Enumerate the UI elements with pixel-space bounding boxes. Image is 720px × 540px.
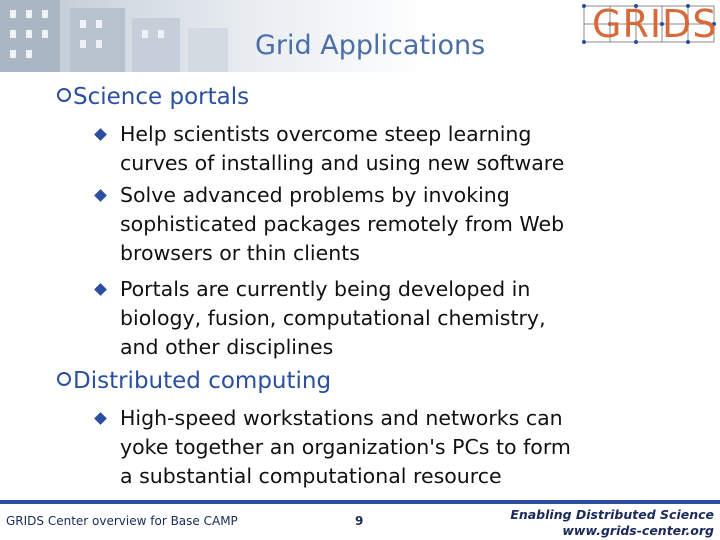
- bullet-item: [96, 404, 696, 491]
- bullet-text: Portals are currently being developed in biology, fusion, computational chemistry, and other disciplines: [120, 277, 546, 359]
- slide-title: Grid Applications: [255, 30, 486, 61]
- banner-window: [142, 30, 148, 38]
- logo-text: GRIDS: [592, 2, 718, 46]
- page-number: 9: [355, 514, 364, 528]
- banner-window: [26, 30, 32, 38]
- banner-window: [158, 30, 164, 38]
- footer-tagline-line1: Enabling Distributed Science: [510, 507, 714, 522]
- banner-window: [42, 10, 48, 18]
- section-heading-text: Science portals: [73, 84, 250, 110]
- bullet-text: Solve advanced problems by invoking sophisticated packages remotely from Web browsers or thin clients: [120, 183, 565, 265]
- bullet-item: [96, 275, 696, 362]
- banner-window: [96, 20, 102, 28]
- footer-url: www.grids-center.org: [562, 523, 714, 538]
- bullet-item: [96, 181, 696, 268]
- banner-window: [80, 40, 86, 48]
- grids-logo: [578, 0, 720, 48]
- bullet-text: High-speed workstations and networks can yoke together an organization's PCs to form a substantial computational resource: [120, 406, 571, 488]
- banner-window: [42, 30, 48, 38]
- banner-building: [132, 18, 180, 72]
- diamond-bullet-icon: [94, 283, 107, 296]
- banner-window: [26, 10, 32, 18]
- banner-building: [188, 28, 228, 72]
- banner-window: [10, 50, 16, 58]
- diamond-bullet-icon: [94, 412, 107, 425]
- section-heading-text: Distributed computing: [73, 368, 332, 394]
- footer-presentation-title: GRIDS Center overview for Base CAMP: [6, 514, 238, 528]
- hollow-bullet-icon: [57, 372, 71, 386]
- footer-divider: [0, 500, 720, 504]
- bullet-item: [96, 120, 696, 178]
- banner-window: [80, 20, 86, 28]
- diamond-bullet-icon: [94, 128, 107, 141]
- banner-window: [10, 30, 16, 38]
- diamond-bullet-icon: [94, 189, 107, 202]
- footer-tagline: [510, 507, 714, 539]
- bullet-text: Help scientists overcome steep learning curves of installing and using new software: [120, 122, 565, 175]
- section-heading: [57, 84, 249, 110]
- banner-window: [96, 40, 102, 48]
- banner-window: [10, 10, 16, 18]
- section-heading: [57, 368, 331, 394]
- hollow-bullet-icon: [57, 88, 71, 102]
- banner-window: [26, 50, 32, 58]
